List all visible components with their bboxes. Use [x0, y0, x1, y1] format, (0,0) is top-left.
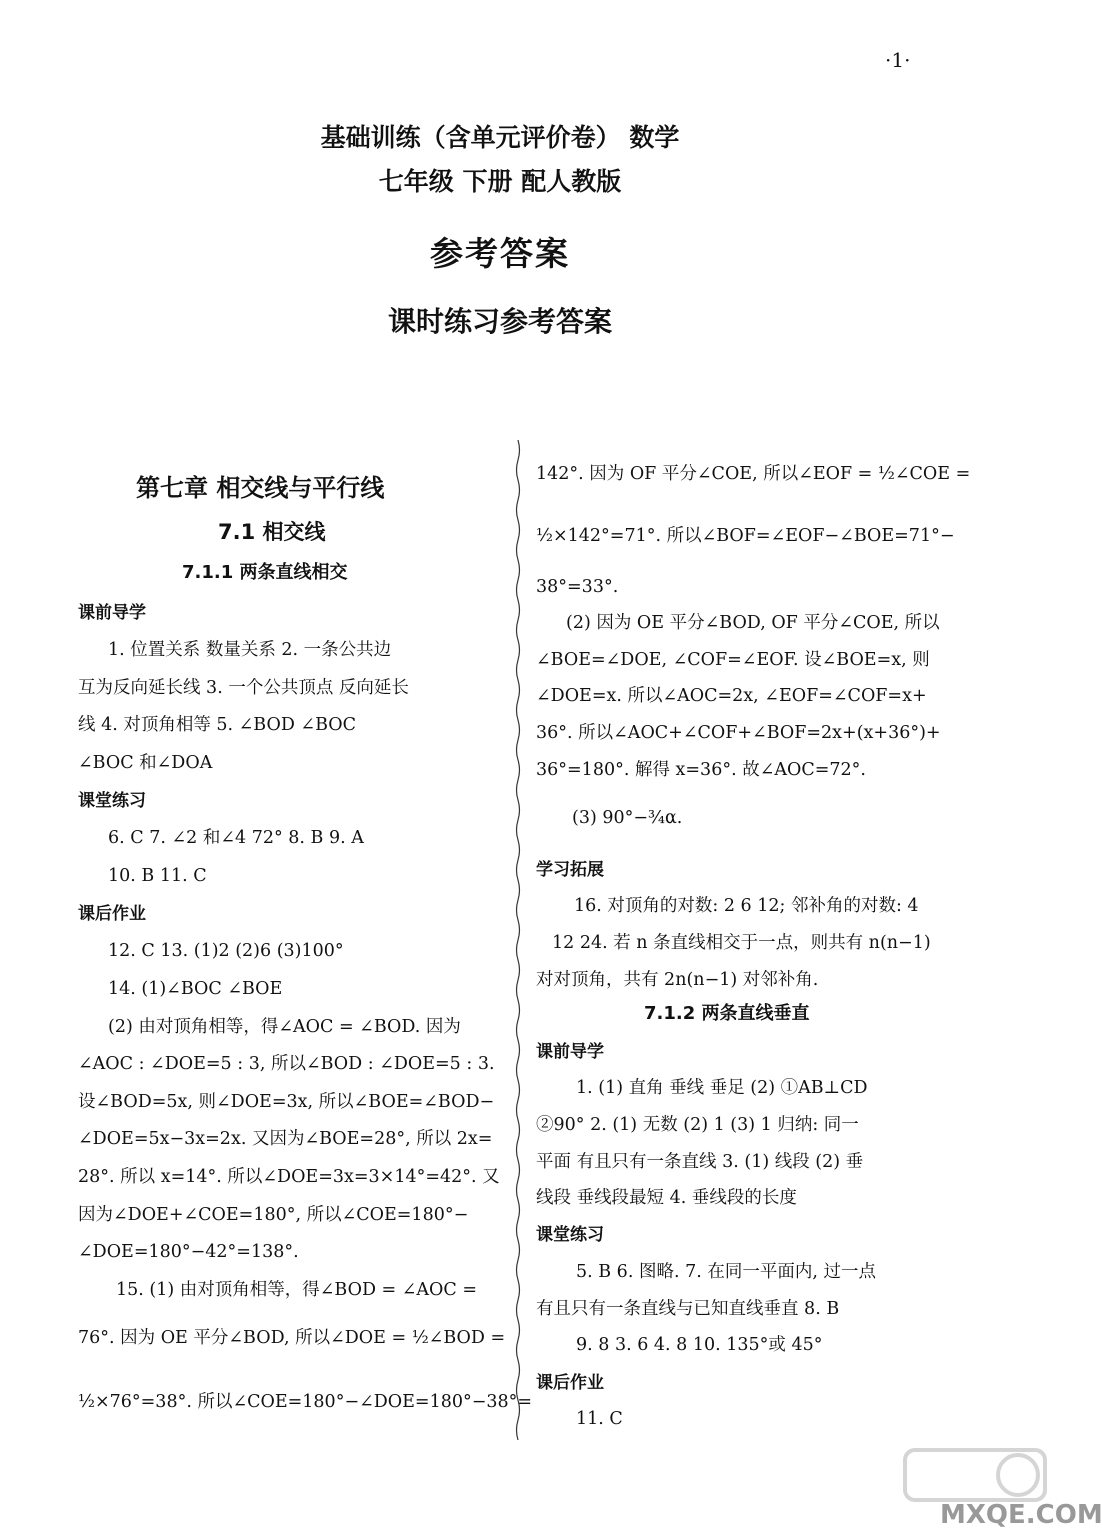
left-column-line: 互为反向延长线 3. 一个公共顶点 反向延长 [78, 678, 409, 698]
right-column-line: 12 24. 若 n 条直线相交于一点，则共有 n(n−1) [552, 933, 931, 953]
right-column-line: 9. 8 3. 6 4. 8 10. 135°或 45° [576, 1335, 823, 1355]
left-column-line: 76°. 因为 OE 平分∠BOD, 所以∠DOE = ½∠BOD = [78, 1328, 506, 1348]
right-column-line: 平面 有且只有一条直线 3. (1) 线段 (2) 垂 [536, 1152, 864, 1172]
left-column-line: 12. C 13. (1)2 (2)6 (3)100° [108, 941, 344, 961]
left-column-line: 28°. 所以 x=14°. 所以∠DOE=3x=3×14°=42°. 又 [78, 1167, 500, 1187]
answers-title: 参考答案 [430, 234, 570, 273]
right-column-line: ∠DOE=x. 所以∠AOC=2x, ∠EOF=∠COF=x+ [536, 686, 927, 706]
right-column-line: 课堂练习 [536, 1225, 604, 1245]
left-column-line: 1. 位置关系 数量关系 2. 一条公共边 [108, 640, 392, 660]
right-column-line: 16. 对顶角的对数: 2 6 12; 邻补角的对数: 4 [574, 896, 919, 916]
right-column-line: 5. B 6. 图略. 7. 在同一平面内, 过一点 [576, 1262, 876, 1282]
left-column-line: 因为∠DOE+∠COE=180°, 所以∠COE=180°− [78, 1205, 469, 1225]
right-column-line: 课前导学 [536, 1042, 604, 1062]
watermark-text: MXQE.COM [940, 1500, 1103, 1530]
right-column-line: ∠BOE=∠DOE, ∠COF=∠EOF. 设∠BOE=x, 则 [536, 650, 930, 670]
right-column-line: 1. (1) 直角 垂线 垂足 (2) ①AB⊥CD [576, 1078, 868, 1098]
right-column-line: 有且只有一条直线与已知直线垂直 8. B [536, 1299, 840, 1319]
right-column-line: 38°=33°. [536, 577, 619, 597]
left-column-line: 课后作业 [78, 904, 146, 924]
column-divider [513, 440, 523, 1440]
lesson-answers-title: 课时练习参考答案 [387, 305, 612, 338]
right-column-line: ½×142°=71°. 所以∠BOF=∠EOF−∠BOE=71°− [536, 526, 955, 546]
right-column-line: 36°. 所以∠AOC+∠COF+∠BOF=2x+(x+36°)+ [536, 723, 941, 743]
right-column-line: (2) 因为 OE 平分∠BOD, OF 平分∠COE, 所以 [566, 613, 940, 633]
left-column-line: 14. (1)∠BOC ∠BOE [108, 979, 283, 999]
left-column-line: ∠BOC 和∠DOA [78, 753, 213, 773]
left-column-line: 7.1.1 两条直线相交 [182, 562, 348, 583]
book-subtitle: 七年级 下册 配人教版 [378, 167, 622, 196]
left-column-line: 线 4. 对顶角相等 5. ∠BOD ∠BOC [78, 715, 357, 735]
left-column-line: 课前导学 [78, 603, 146, 623]
right-column-line: 36°=180°. 解得 x=36°. 故∠AOC=72°. [536, 760, 866, 780]
right-column-line: 对对顶角，共有 2n(n−1) 对邻补角. [536, 970, 819, 990]
right-column-line: 课后作业 [536, 1373, 604, 1393]
right-column-line: 学习拓展 [536, 860, 604, 880]
left-column-line: (2) 由对顶角相等，得∠AOC = ∠BOD. 因为 [108, 1017, 461, 1037]
right-column-line: 线段 垂线段最短 4. 垂线段的长度 [536, 1188, 797, 1208]
right-column-line: 11. C [576, 1409, 623, 1429]
left-column-line: ∠DOE=5x−3x=2x. 又因为∠BOE=28°, 所以 2x= [78, 1129, 493, 1149]
left-column-line: 课堂练习 [78, 791, 146, 811]
left-column-line: 7.1 相交线 [218, 520, 326, 544]
right-column-line: 7.1.2 两条直线垂直 [644, 1003, 810, 1024]
left-column-line: 第七章 相交线与平行线 [136, 474, 385, 502]
left-column-line: 6. C 7. ∠2 和∠4 72° 8. B 9. A [108, 828, 364, 848]
left-column-line: 15. (1) 由对顶角相等，得∠BOD = ∠AOC = [116, 1280, 478, 1300]
right-column-line: (3) 90°−¾α. [572, 808, 683, 828]
book-title: 基础训练（含单元评价卷） 数学 [320, 123, 680, 152]
left-column-line: ∠AOC : ∠DOE=5 : 3, 所以∠BOD : ∠DOE=5 : 3. [78, 1054, 495, 1074]
right-column-line: ②90° 2. (1) 无数 (2) 1 (3) 1 归纳: 同一 [536, 1115, 859, 1135]
left-column-line: ½×76°=38°. 所以∠COE=180°−∠DOE=180°−38°= [78, 1392, 533, 1412]
left-column-line: 10. B 11. C [108, 866, 207, 886]
left-column-line: 设∠BOD=5x, 则∠DOE=3x, 所以∠BOE=∠BOD− [78, 1092, 495, 1112]
page-number: ·1· [885, 48, 911, 72]
right-column-line: 142°. 因为 OF 平分∠COE, 所以∠EOF = ½∠COE = [536, 464, 971, 484]
left-column-line: ∠DOE=180°−42°=138°. [78, 1242, 299, 1262]
